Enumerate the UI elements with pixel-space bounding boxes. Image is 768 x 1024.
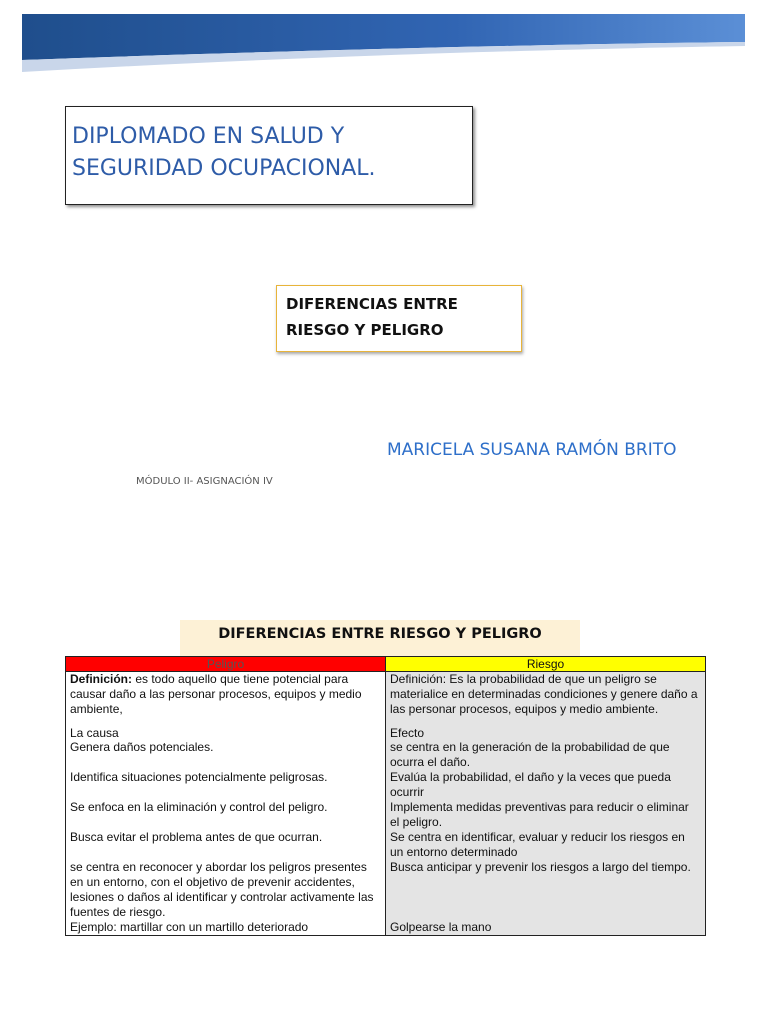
column-header-riesgo: Riesgo bbox=[386, 657, 706, 672]
table-row bbox=[66, 920, 706, 935]
peligro-cell: Ejemplo: martillar con un martillo deteriorado bbox=[66, 920, 386, 935]
document-title: DIPLOMADO EN SALUD Y SEGURIDAD OCUPACIONAL. bbox=[72, 124, 376, 181]
table-row bbox=[66, 830, 706, 860]
column-header-peligro: Peligro bbox=[66, 657, 386, 672]
table-row bbox=[66, 800, 706, 830]
table-row bbox=[66, 860, 706, 920]
subject-title: DIFERENCIAS ENTRE RIESGO Y PELIGRO bbox=[286, 295, 458, 339]
riesgo-cell: Busca anticipar y prevenir los riesgos a largo del tiempo. bbox=[386, 860, 706, 920]
table-row bbox=[66, 740, 706, 770]
title-box bbox=[65, 106, 473, 205]
table-row bbox=[66, 770, 706, 800]
riesgo-cell: Definición: Es la probabilidad de que un peligro se materialice en determinadas condiciones y genere daño a las personar procesos, equipos y medio ambiente. bbox=[386, 672, 706, 726]
peligro-cell: Definición: es todo aquello que tiene potencial para causar daño a las personar procesos, equipos y medio ambiente, bbox=[66, 672, 386, 726]
comparison-table bbox=[65, 656, 706, 936]
riesgo-cell: Evalúa la probabilidad, el daño y la veces que pueda ocurrir bbox=[386, 770, 706, 800]
header-banner bbox=[0, 0, 768, 80]
peligro-cell: Genera daños potenciales. bbox=[66, 740, 386, 770]
table-row bbox=[66, 726, 706, 741]
riesgo-cell: Efecto bbox=[386, 726, 706, 741]
riesgo-cell: Implementa medidas preventivas para reducir o eliminar el peligro. bbox=[386, 800, 706, 830]
table-heading: DIFERENCIAS ENTRE RIESGO Y PELIGRO bbox=[180, 620, 580, 657]
table-row bbox=[66, 672, 706, 726]
module-label: MÓDULO II- ASIGNACIÓN IV bbox=[136, 476, 273, 487]
peligro-cell: se centra en reconocer y abordar los peligros presentes en un entorno, con el objetivo de prevenir accidentes, lesiones o daños al identificar y controlar activamente las fuentes de riesgo. bbox=[66, 860, 386, 920]
riesgo-cell: Golpearse la mano bbox=[386, 920, 706, 935]
subject-box bbox=[276, 285, 522, 352]
peligro-cell: Busca evitar el problema antes de que ocurran. bbox=[66, 830, 386, 860]
riesgo-cell: Se centra en identificar, evaluar y reducir los riesgos en un entorno determinado bbox=[386, 830, 706, 860]
definition-label: Definición: bbox=[70, 672, 132, 686]
author-name: MARICELA SUSANA RAMÓN BRITO bbox=[387, 440, 677, 460]
table-header-row bbox=[66, 657, 706, 672]
peligro-cell: La causa bbox=[66, 726, 386, 741]
riesgo-cell: se centra en la generación de la probabilidad de que ocurra el daño. bbox=[386, 740, 706, 770]
peligro-cell: Se enfoca en la eliminación y control del peligro. bbox=[66, 800, 386, 830]
peligro-cell: Identifica situaciones potencialmente peligrosas. bbox=[66, 770, 386, 800]
